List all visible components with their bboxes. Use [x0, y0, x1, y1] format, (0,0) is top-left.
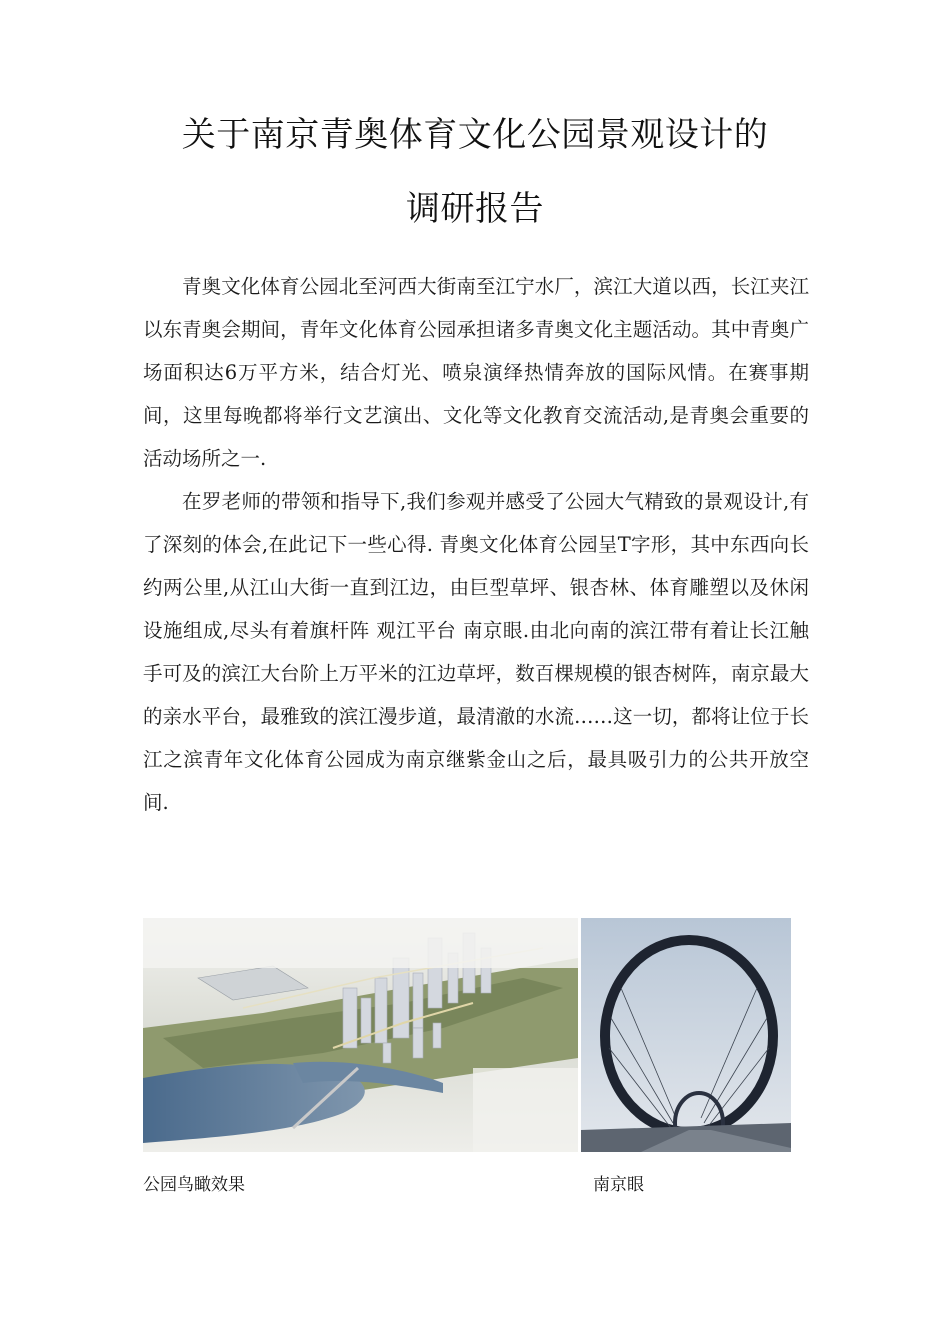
- figure-caption-nanjing-eye: 南京眼: [593, 1175, 644, 1195]
- paragraph-2: 在罗老师的带领和指导下,我们参观并感受了公园大气精致的景观设计,有了深刻的体会,在此记下一些心得. 青奥文化体育公园呈T字形，其中东西向长约两公里,从江山大街一直到江边，由巨型草坪、银杏林、体育雕塑以及休闲设施组成,尽头有着旗杆阵 观江平台 南京眼.由北向南的滨江带有着让长江触手可及的滨江大台阶上万平米的江边草坪，数百棵规模的银杏树阵，南京最大的亲水平台，最雅致的滨江漫步道，最清澈的水流……这一切，都将让位于长江之滨青年文化体育公园成为南京继紫金山之后，最具吸引力的公共开放空间.: [143, 490, 809, 814]
- park-aerial-view-image: [143, 918, 578, 1152]
- document-title: [120, 98, 830, 246]
- park-aerial-illustration: [143, 918, 578, 1152]
- nanjing-eye-image: [581, 918, 791, 1152]
- title-line-1: 关于南京青奥体育文化公园景观设计的: [181, 115, 769, 155]
- body-text: [143, 265, 809, 824]
- nanjing-eye-illustration: [581, 918, 791, 1152]
- title-line-2: 调研报告: [406, 189, 544, 229]
- figure-caption-aerial: 公园鸟瞰效果: [143, 1175, 245, 1195]
- paragraph-1: 青奥文化体育公园北至河西大街南至江宁水厂，滨江大道以西，长江夹江以东青奥会期间，青年文化体育公园承担诸多青奥文化主题活动。其中青奥广场面积达6万平方米，结合灯光、喷泉演绎热情奔放的国际风情。在赛事期间，这里每晚都将举行文艺演出、文化等文化教育交流活动,是青奥会重要的活动场所之一.: [143, 275, 809, 470]
